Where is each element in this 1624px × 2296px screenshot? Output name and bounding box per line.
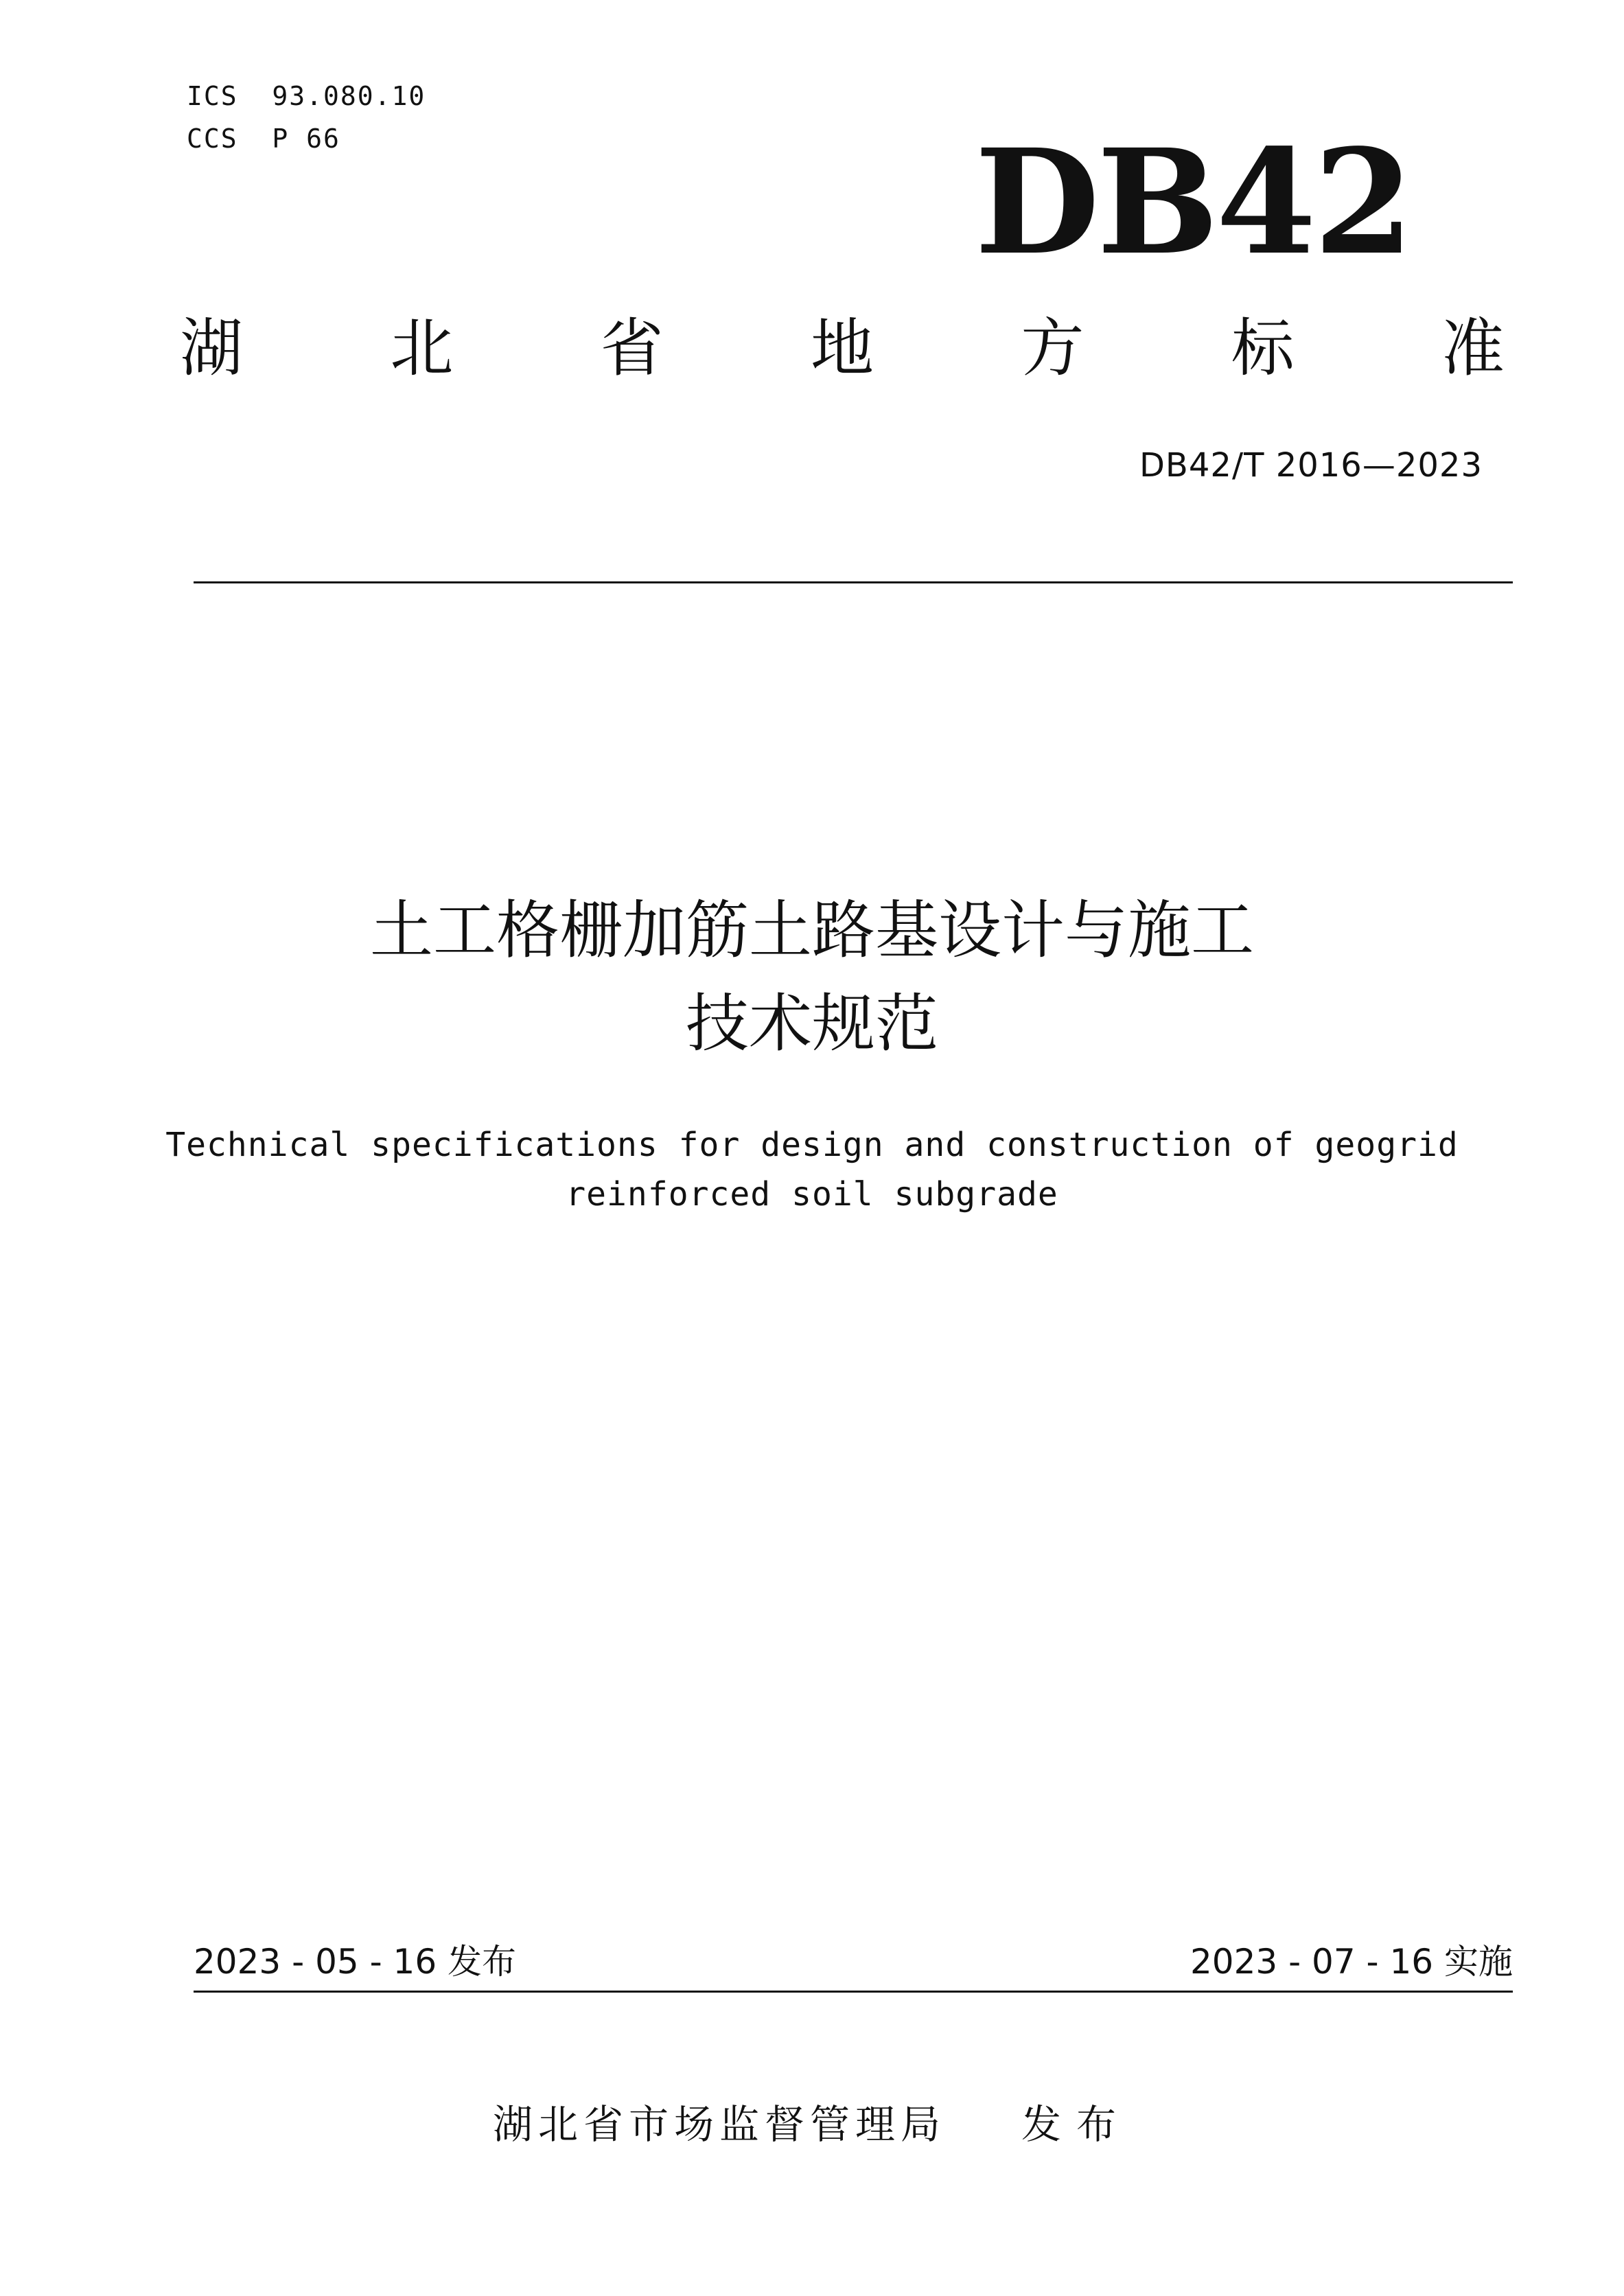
publish-date: 2023 - 05 - 16 发布: [194, 1942, 517, 1982]
top-divider: [194, 581, 1513, 583]
standard-mark: DB42: [975, 117, 1411, 287]
standard-type-char: 地: [810, 312, 874, 385]
standard-type-char: 标: [1231, 312, 1295, 385]
implement-date: 2023 - 07 - 16 实施: [1190, 1942, 1513, 1982]
standard-type-char: 北: [390, 312, 454, 385]
bottom-divider: [194, 1991, 1513, 1993]
title-zh-line-1: 土工格栅加筋土路基设计与施工: [369, 894, 1254, 967]
ics-code: ICS 93.080.10: [187, 81, 426, 111]
issuer-action: 发布: [1021, 2101, 1132, 2148]
issuer-organization: 湖北省市场监督管理局: [492, 2101, 946, 2148]
title-en-line-2: reinforced soil subgrade: [566, 1175, 1058, 1214]
standard-type-char: 方: [1021, 312, 1084, 385]
standard-number: DB42/T 2016—2023: [1139, 446, 1483, 485]
standard-type-char: 省: [600, 312, 664, 385]
issuer-line: [0, 2101, 1624, 2148]
standard-type-heading: [180, 312, 1505, 385]
standard-type-char: 湖: [180, 312, 244, 385]
standard-type-char: 准: [1441, 312, 1505, 385]
ccs-code: CCS P 66: [187, 124, 340, 154]
title-en-line-1: Technical specifications for design and construction of geogrid: [165, 1126, 1459, 1164]
title-zh-line-2: 技术规范: [685, 987, 938, 1060]
